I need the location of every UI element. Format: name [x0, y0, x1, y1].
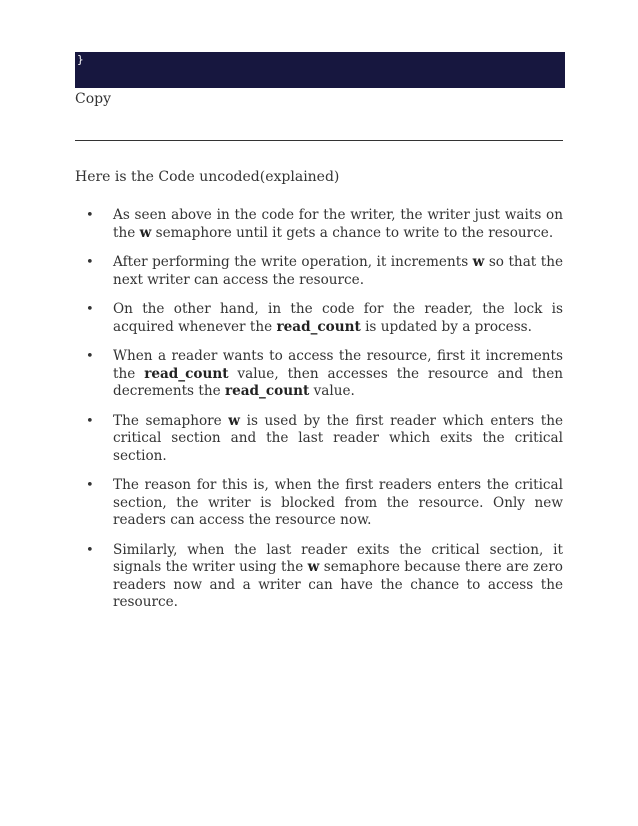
- bullet-icon: •: [86, 478, 94, 493]
- list-item: [86, 301, 563, 336]
- code-closing-brace: }: [77, 53, 84, 66]
- list-item-text: After performing the write operation, it increments w so that the next writer can access the resource.: [113, 254, 563, 288]
- copy-button[interactable]: Copy: [75, 91, 112, 107]
- bullet-icon: •: [86, 413, 94, 429]
- list-item: [86, 477, 563, 530]
- list-item: [86, 348, 563, 401]
- horizontal-divider: [75, 140, 563, 141]
- bullet-icon: •: [86, 349, 94, 364]
- list-item: [86, 541, 563, 612]
- list-item-text: Similarly, when the last reader exits the critical section, it signals the writer using the w semaphore because there are zero readers now and a writer can have the chance to access the resource.: [113, 541, 563, 610]
- section-heading: Here is the Code uncoded(explained): [75, 169, 340, 185]
- bullet-icon: •: [86, 542, 94, 558]
- list-item: [86, 254, 563, 289]
- list-item-text: The reason for this is, when the first readers enters the critical section, the writer is blocked from the resource. Only new readers can access the resource now.: [113, 477, 563, 528]
- list-item: [86, 412, 563, 466]
- list-item-text: When a reader wants to access the resource, first it increments the read_count value, then accesses the resource and then decrements the read_count value.: [113, 348, 563, 399]
- code-block: [75, 52, 565, 88]
- list-item: [86, 207, 563, 242]
- list-item-text: As seen above in the code for the writer, the writer just waits on the w semaphore until it gets a chance to write to the resource.: [113, 207, 563, 241]
- bullet-icon: •: [86, 208, 94, 223]
- explanation-list: [86, 207, 563, 624]
- bullet-icon: •: [86, 302, 94, 317]
- list-item-text: On the other hand, in the code for the reader, the lock is acquired whenever the read_count is updated by a process.: [113, 301, 563, 335]
- list-item-text: The semaphore w is used by the first reader which enters the critical section and the last reader which exits the critical section.: [113, 412, 563, 464]
- bullet-icon: •: [86, 255, 94, 270]
